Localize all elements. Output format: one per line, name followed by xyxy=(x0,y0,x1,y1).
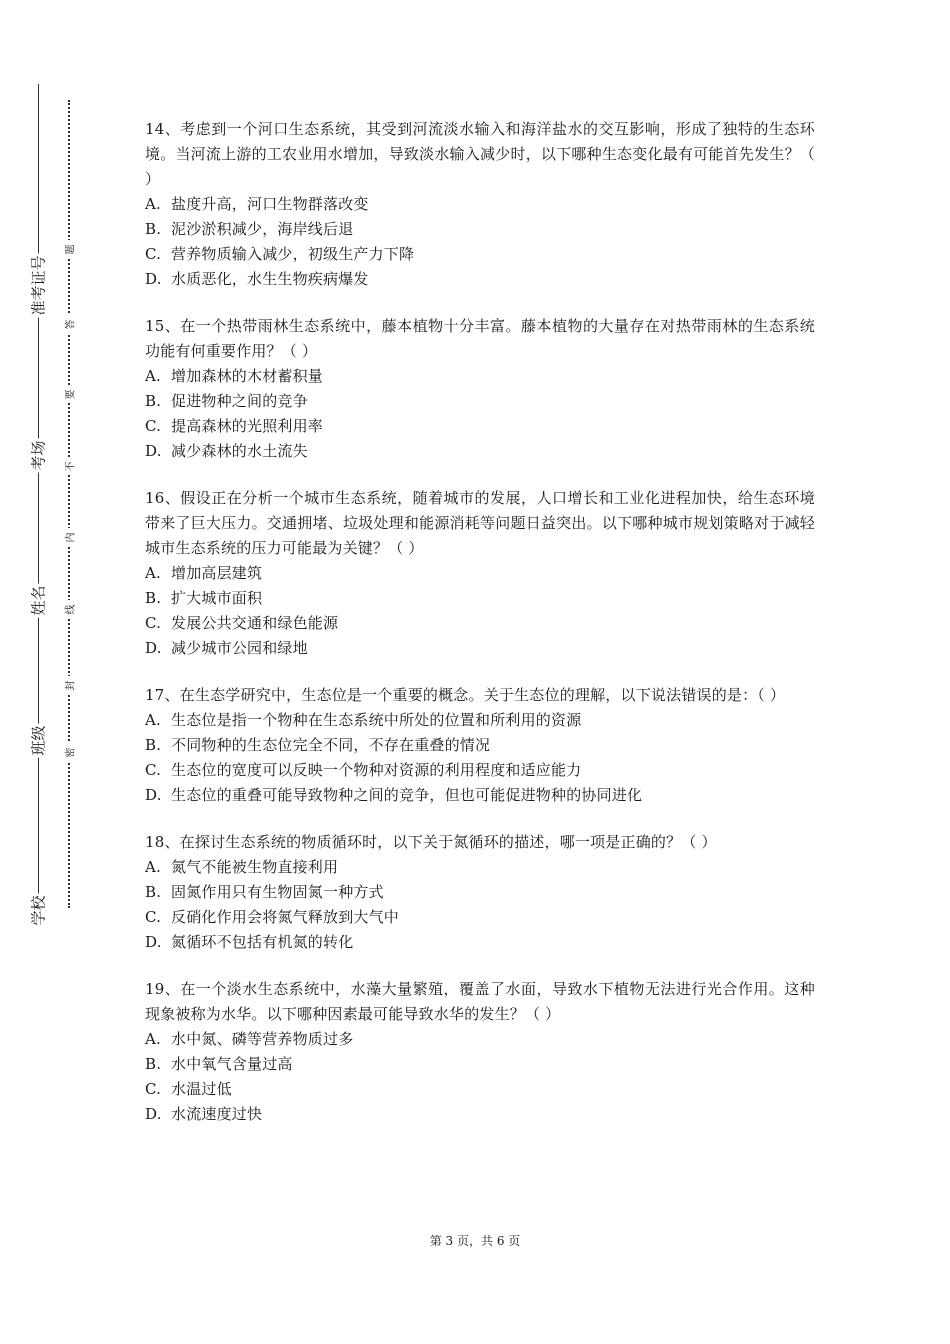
option-c: C. 营养物质输入减少，初级生产力下降 xyxy=(145,245,415,263)
option-b: B. 水中氧气含量过高 xyxy=(145,1055,293,1073)
question-stem: 15、在一个热带雨林生态系统中，藤本植物十分丰富。藤本植物的大量存在对热带雨林的生态系统功能有何重要作用？（ ） xyxy=(145,317,815,360)
option-a: A. 增加森林的木材蓄积量 xyxy=(145,367,324,385)
option-d: D. 水质恶化，水生生物疾病爆发 xyxy=(145,270,369,288)
option-b: B. 固氮作用只有生物固氮一种方式 xyxy=(145,883,384,901)
option-d: D. 水流速度过快 xyxy=(145,1105,263,1123)
question-14 xyxy=(145,117,815,292)
option-a: A. 生态位是指一个物种在生态系统中所处的位置和所利用的资源 xyxy=(145,711,582,729)
option-d: D. 氮循环不包括有机氮的转化 xyxy=(145,933,354,951)
option-c: C. 发展公共交通和绿色能源 xyxy=(145,614,339,632)
option-d: D. 减少城市公园和绿地 xyxy=(145,639,308,657)
seal-char: 封 xyxy=(60,676,78,694)
option-c: C. 生态位的宽度可以反映一个物种对资源的利用程度和适应能力 xyxy=(145,761,582,779)
question-stem: 14、考虑到一个河口生态系统，其受到河流淡水输入和海洋盐水的交互影响，形成了独特的生态环境。当河流上游的工农业用水增加，导致淡水输入减少时，以下哪种生态变化最有可能首先发生？（ ） xyxy=(145,120,815,188)
seal-char: 要 xyxy=(60,385,78,403)
option-c: C. 反硝化作用会将氮气释放到大气中 xyxy=(145,908,400,926)
seal-char: 答 xyxy=(60,315,78,333)
option-a: A. 水中氮、磷等营养物质过多 xyxy=(145,1030,354,1048)
option-d: D. 生态位的重叠可能导致物种之间的竞争，但也可能促进物种的协同进化 xyxy=(145,786,643,804)
question-list xyxy=(145,117,815,1149)
option-c: C. 提高森林的光照利用率 xyxy=(145,417,324,435)
field-exam-room: 考场 xyxy=(29,439,48,471)
question-19 xyxy=(145,977,815,1127)
option-a: A. 氮气不能被生物直接利用 xyxy=(145,858,339,876)
page-number: 第 3 页，共 6 页 xyxy=(429,1234,521,1248)
field-exam-number: 准考证号 xyxy=(29,254,48,316)
seal-char: 密 xyxy=(60,743,78,761)
binding-dotted-line xyxy=(68,100,70,908)
option-b: B. 泥沙淤积减少，海岸线后退 xyxy=(145,220,354,238)
question-stem: 18、在探讨生态系统的物质循环时，以下关于氮循环的描述，哪一项是正确的？（ ） xyxy=(145,833,717,851)
seal-char: 线 xyxy=(60,600,78,618)
option-c: C. 水温过低 xyxy=(145,1080,232,1098)
binding-solid-line xyxy=(38,84,39,920)
field-class: 班级 xyxy=(29,724,48,756)
field-name: 姓名 xyxy=(29,584,48,616)
seal-char: 题 xyxy=(60,240,78,258)
question-15 xyxy=(145,314,815,464)
option-a: A. 增加高层建筑 xyxy=(145,564,263,582)
question-stem: 19、在一个淡水生态系统中，水藻大量繁殖，覆盖了水面，导致水下植物无法进行光合作用。这种现象被称为水华。以下哪种因素最可能导致水华的发生？（ ） xyxy=(145,980,815,1023)
option-b: B. 扩大城市面积 xyxy=(145,589,263,607)
question-stem: 17、在生态学研究中，生态位是一个重要的概念。关于生态位的理解，以下说法错误的是：（ ） xyxy=(145,686,786,704)
option-b: B. 不同物种的生态位完全不同，不存在重叠的情况 xyxy=(145,736,491,754)
option-d: D. 减少森林的水土流失 xyxy=(145,442,308,460)
option-b: B. 促进物种之间的竞争 xyxy=(145,392,308,410)
option-a: A. 盐度升高，河口生物群落改变 xyxy=(145,195,369,213)
seal-char: 不 xyxy=(60,457,78,475)
question-16 xyxy=(145,486,815,661)
seal-char: 内 xyxy=(60,528,78,546)
question-stem: 16、假设正在分析一个城市生态系统，随着城市的发展，人口增长和工业化进程加快，给生态环境带来了巨大压力。交通拥堵、垃圾处理和能源消耗等问题日益突出。以下哪种城市规划策略对于减轻城市生态系统的压力可能最为关键？（ ） xyxy=(145,489,815,557)
question-18 xyxy=(145,830,815,955)
field-school: 学校 xyxy=(29,894,48,926)
question-17 xyxy=(145,683,815,808)
